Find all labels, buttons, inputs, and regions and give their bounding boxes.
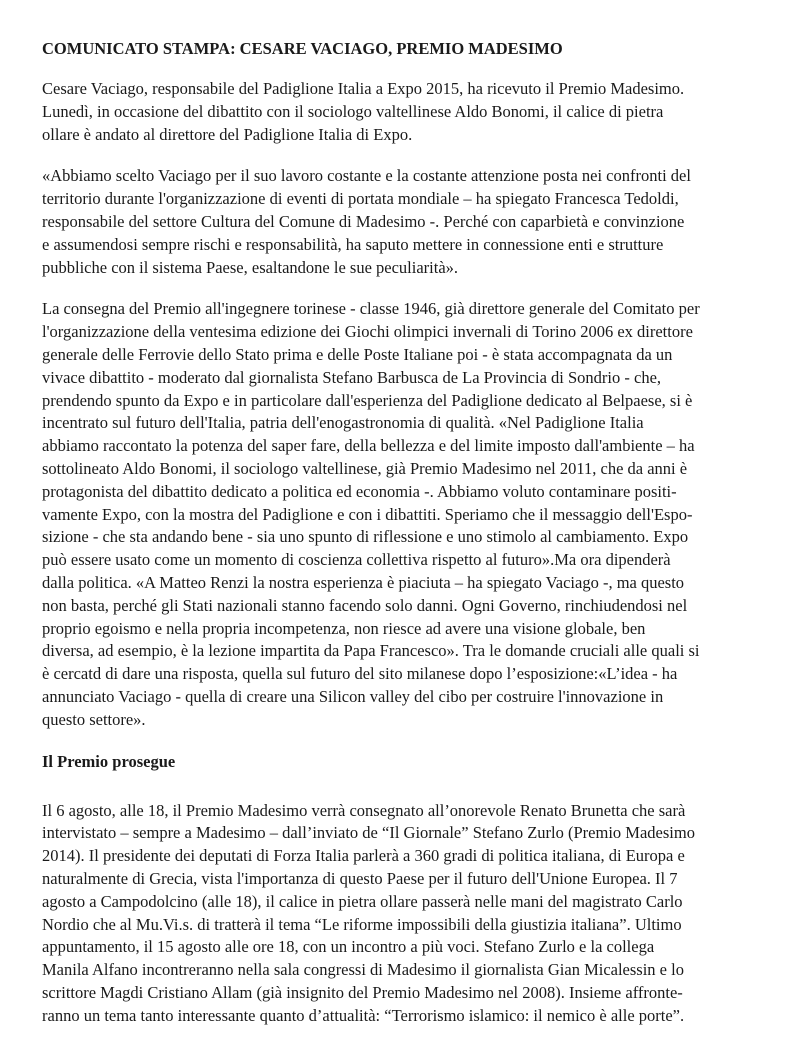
text-line: ranno un tema tanto interessante quanto d’attualità: “Terrorismo islamico: il nemico è alle porte”. (42, 1005, 685, 1025)
text-line: e assumendosi sempre rischi e responsabilità, ha saputo mettere in connessione enti e strutture (42, 234, 664, 254)
text-line: dalla politica. «A Matteo Renzi la nostra esperienza è piaciuta – ha spiegato Vaciago -, ma questo (42, 572, 685, 592)
text-line: Cesare Vaciago, responsabile del Padiglione Italia a Expo 2015, ha ricevuto il Premio Madesimo. (42, 79, 685, 98)
text-line: scrittore Magdi Cristiano Allam (già insignito del Premio Madesimo nel 2008). Insieme affronte- (42, 982, 683, 1002)
text-line: «Abbiamo scelto Vaciago per il suo lavoro costante e la costante attenzione posta nei confronti del (42, 166, 691, 186)
text-line: diversa, ad esempio, è la lezione impartita da Papa Francesco». Tra le domande cruciali alle quali si (42, 641, 700, 661)
text-line: vamente Expo, con la mostra del Padiglione e con i dibattiti. Speriamo che il messaggio dell'Espo- (42, 504, 693, 524)
text-line: naturalmente di Grecia, vista l'importanza di questo Paese per il futuro dell'Unione Europea. Il 7 (42, 868, 678, 888)
paragraph-2 (42, 165, 758, 279)
text-line: può essere usato come un momento di coscienza collettiva rispetto al futuro».Ma ora dipenderà (42, 550, 671, 570)
document-title: COMUNICATO STAMPA: CESARE VACIAGO, PREMIO MADESIMO (42, 39, 563, 58)
text-line: annunciato Vaciago - quella di creare una Silicon valley del cibo per costruire l'innovazione in (42, 686, 664, 706)
text-line: vivace dibattito - moderato dal giornalista Stefano Barbusca de La Provincia di Sondrio - che, (42, 367, 662, 387)
section-heading: Il Premio prosegue (42, 751, 176, 771)
text-line: sizione - che sta andando bene - sia uno spunto di riflessione e uno stimolo al cambiamento. Expo (42, 527, 689, 547)
text-line: incentrato sul futuro dell'Italia, patria dell'enogastronomia di qualità. «Nel Padiglione Italia (42, 413, 644, 433)
text-line: proprio egoismo e nella propria incompetenza, non riesce ad avere una visione globale, ben (42, 618, 646, 638)
paragraph-1 (42, 78, 758, 146)
text-line: sottolineato Aldo Bonomi, il sociologo valtellinese, già Premio Madesimo nel 2011, che da anni è (42, 458, 688, 478)
text-line: responsabile del settore Cultura del Comune di Madesimo -. Perché con caparbietà e convinzione (42, 211, 685, 231)
text-line: Lunedì, in occasione del dibattito con il sociologo valtellinese Aldo Bonomi, il calice di pietra (42, 101, 664, 121)
text-line: prendendo spunto da Expo e in particolare dall'esperienza del Padiglione dedicato al Belpaese, si è (42, 390, 693, 410)
text-line: protagonista del dibattito dedicato a politica ed economia -. Abbiamo voluto contaminare positi- (42, 481, 677, 501)
text-line: questo settore». (42, 709, 146, 729)
text-line: appuntamento, il 15 agosto alle ore 18, con un incontro a più voci. Stefano Zurlo e la collega (42, 937, 655, 957)
text-line: 2014). Il presidente dei deputati di Forza Italia parlerà a 360 gradi di politica italiana, di Europa e (42, 846, 685, 866)
text-line: territorio durante l'organizzazione di eventi di portata mondiale – ha spiegato Francesca Tedoldi, (42, 189, 679, 209)
text-line: pubbliche con il sistema Paese, esaltandone le sue peculiarità». (42, 257, 459, 277)
press-release-page (42, 38, 758, 1046)
paragraph-4 (42, 800, 758, 1028)
text-line: Manila Alfano incontreranno nella sala congressi di Madesimo il giornalista Gian Micalessin e lo (42, 960, 684, 980)
text-line: non basta, perché gli Stati nazionali stanno facendo solo danni. Ogni Governo, rinchiudendosi nel (42, 595, 688, 615)
text-line: agosto a Campodolcino (alle 18), il calice in pietra ollare passerà nelle mani del magistrato Carlo (42, 891, 683, 911)
text-line: La consegna del Premio all'ingegnere torinese - classe 1946, già direttore generale del Comitato per (42, 299, 700, 319)
text-line: intervistato – sempre a Madesimo – dall’inviato de “Il Giornale” Stefano Zurlo (Premio Madesimo (42, 823, 695, 843)
text-line: l'organizzazione della ventesima edizione dei Giochi olimpici invernali di Torino 2006 ex direttore (42, 322, 693, 342)
text-line: generale delle Ferrovie dello Stato prima e delle Poste Italiane poi - è stata accompagnata da un (42, 344, 673, 364)
text-line: è cercatd di dare una risposta, quella sul futuro del sito milanese dopo l’esposizione:«L’idea - ha (42, 664, 678, 684)
paragraph-3 (42, 298, 758, 731)
text-line: Nordio che al Mu.Vi.s. di tratterà il tema “Le riforme impossibili della giustizia italiana”. Ultimo (42, 914, 682, 934)
text-line: abbiamo raccontato la potenza del saper fare, della bellezza e del limite imposto dall'ambiente – ha (42, 436, 695, 456)
text-line: Il 6 agosto, alle 18, il Premio Madesimo verrà consegnato all’onorevole Renato Brunetta che sarà (42, 800, 686, 820)
text-line: ollare è andato al direttore del Padiglione Italia di Expo. (42, 124, 413, 144)
